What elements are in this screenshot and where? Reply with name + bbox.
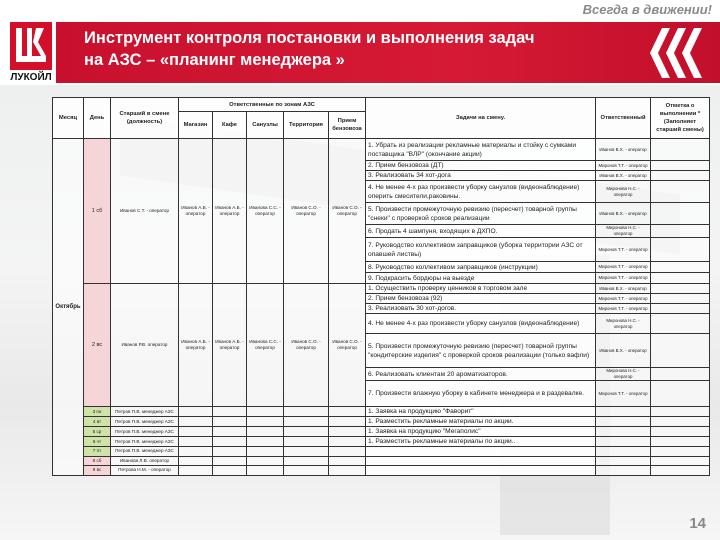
zone-cell [329,407,366,417]
chevrons-icon [648,26,706,80]
responsible-cell [596,447,651,457]
task-cell: 1. Осуществить проверку ценников в торговом зале [366,284,596,294]
zone-fuel-cell: Иванов С.О. - оператор [329,139,366,284]
day-cell: 1 сб [84,139,111,284]
mark-cell[interactable] [651,304,710,314]
responsible-cell: Иванов В.Х. - оператор [596,171,651,181]
mark-cell[interactable] [651,427,710,437]
zone-territory-cell: Иванов С.О. - оператор [284,284,329,407]
task-cell: 8. Руководство коллективом заправщиков (инструкции) [366,262,596,273]
zone-cell [247,466,284,476]
zone-cell [213,456,247,466]
table-row [53,139,710,161]
responsible-cell: Иванов В.Х. - оператор [596,139,651,161]
responsible-cell: Миронов Т.Т. - оператор [596,262,651,273]
zone-cell [247,456,284,466]
task-cell: 4. Не менее 4-х раз произвести уборку санузлов (видеонаблюдение) оперить смесители,раковины. [366,181,596,203]
day-cell: 9 вс [84,466,111,476]
page-title [84,27,534,71]
mark-cell[interactable] [651,203,710,225]
senior-cell: Иванов Р.В. оператор [111,284,179,407]
task-cell: 3. Реализовать 30 хот-догов. [366,304,596,314]
responsible-cell [596,417,651,427]
page-number: 14 [689,515,706,532]
zone-cell [179,466,213,476]
mark-cell[interactable] [651,225,710,238]
responsible-cell [596,437,651,447]
zone-cell [284,437,329,447]
zone-cell [213,407,247,417]
mark-cell[interactable] [651,273,710,284]
zone-cell [284,407,329,417]
zone-cell [329,447,366,457]
mark-cell[interactable] [651,417,710,427]
responsible-cell: Миронов Т.Т. - оператор [596,238,651,262]
zone-cell [247,407,284,417]
table-row [53,407,710,417]
table-row [53,447,710,457]
task-cell: 1. Разместить рекламные материалы по акции.. [366,437,596,447]
title-banner [56,22,720,83]
task-cell: 1. Разместить рекламные материалы по акции. [366,417,596,427]
senior-cell: Иванов С.Т. - оператор [111,139,179,284]
day-cell: 8 сб [84,456,111,466]
table-row [53,427,710,437]
responsible-cell [596,456,651,466]
task-cell: 3. Реализовать 34 хот-дога [366,171,596,181]
senior-cell: Петров П.В. менеджер АЗС [111,447,179,457]
mark-cell[interactable] [651,368,710,381]
header-toilets: Санузлы [247,112,284,139]
task-cell [366,466,596,476]
zone-cell [247,427,284,437]
mark-cell[interactable] [651,171,710,181]
responsible-cell [596,427,651,437]
responsible-cell [596,466,651,476]
planning-table [52,97,710,476]
mark-cell[interactable] [651,437,710,447]
zone-cell [179,407,213,417]
header-zones: Ответственные по зонам АЗС [179,98,366,112]
zone-cell [179,417,213,427]
zone-toilets-cell: Иванова С.С. - оператор [247,284,284,407]
header-territory: Территория [284,112,329,139]
zone-cell [179,447,213,457]
zone-cell [213,417,247,427]
senior-cell: Петров П.В. менеджер АЗС [111,437,179,447]
mark-cell[interactable] [651,447,710,457]
table-row [53,466,710,476]
senior-cell: Петров П.В. менеджер АЗС [111,427,179,437]
header-cafe: Кафе [213,112,247,139]
mark-cell[interactable] [651,262,710,273]
zone-cafe-cell: Иванов А.Б. - оператор [213,139,247,284]
responsible-cell: Миронов Т.Т. - оператор [596,381,651,407]
zone-cell [247,417,284,427]
slogan: Всегда в движении! [582,2,712,17]
day-cell: 2 вс [84,284,111,407]
task-cell [366,456,596,466]
zone-shop-cell: Иванов А.Б. - оператор [179,284,213,407]
table-row [53,437,710,447]
day-cell: 6 чт [84,437,111,447]
table-row [53,284,710,294]
zone-cell [329,417,366,427]
zone-cell [213,466,247,476]
senior-cell: Петрова Н.М. - оператор [111,466,179,476]
responsible-cell: Иванов В.Х. - оператор [596,284,651,294]
header-month: Месяц [53,98,84,139]
mark-cell[interactable] [651,161,710,171]
zone-cell [247,437,284,447]
zone-cell [329,427,366,437]
zone-cell [213,437,247,447]
responsible-cell: Миронова Н.С. - оператор [596,314,651,334]
responsible-cell: Миронова Н.С. - оператор [596,368,651,381]
mark-cell[interactable] [651,334,710,368]
responsible-cell: Миронов Т.Т. - оператор [596,294,651,304]
header-fuel: Прием бензовоза [329,112,366,139]
responsible-cell: Миронов Т.Т. - оператор [596,273,651,284]
zone-cell [284,427,329,437]
responsible-cell: Миронова Н.С. - оператор [596,225,651,238]
task-cell: 4. Не менее 4-х раз произвести уборку санузлов (видеонаблюдение) [366,314,596,334]
responsible-cell [596,407,651,417]
senior-cell: Петров П.В. менеджер АЗС [111,417,179,427]
table-row [53,417,710,427]
zone-shop-cell: Иванов А.Б. - оператор [179,139,213,284]
mark-cell[interactable] [651,407,710,417]
mark-cell[interactable] [651,456,710,466]
zone-cell [329,456,366,466]
responsible-cell: Миронов Т.Т. - оператор [596,304,651,314]
zone-cell [213,447,247,457]
mark-cell[interactable] [651,284,710,294]
day-cell: 7 пт [84,447,111,457]
mark-cell[interactable] [651,294,710,304]
task-cell [366,447,596,457]
header-senior: Старший в смене (должность) [111,98,179,139]
task-cell: 5. Произвести промежуточную ревизию (пересчет) товарной группы "кондитерские изделия" с проверкой сроков реализации (только вафли) [366,334,596,368]
mark-cell[interactable] [651,181,710,203]
senior-cell: Петров П.В. менеджер АЗС [111,407,179,417]
zone-territory-cell: Иванов С.О. - оператор [284,139,329,284]
zone-cell [213,427,247,437]
zone-toilets-cell: Иванова С.С. - оператор [247,139,284,284]
task-cell: 9. Подкрасить бордюры на выезде [366,273,596,284]
task-cell: 1. Убрать из реализации рекламные материалы и стойку с сумками поставщика "ВЛР" (окончание акции) [366,139,596,161]
title-line-1: Инструмент контроля постановки и выполнения задач [84,29,535,47]
zone-cell [329,466,366,476]
header-tasks: Задачи на смену. [366,98,596,139]
mark-cell[interactable] [651,466,710,476]
task-cell: 2. Прием бензовоза (92) [366,294,596,304]
responsible-cell: Миронова Н.С. - оператор [596,181,651,203]
task-cell: 5. Произвести промежуточную ревизию (пересчет) товарной группы "снеки" с проверкой сроков реализации [366,203,596,225]
header-mark: Отметка о выполнении *(Заполняет старший смены) [651,98,710,139]
logo-text: ЛУКОЙЛ [10,72,52,83]
responsible-cell: Миронов Т.Т. - оператор [596,161,651,171]
zone-cell [179,437,213,447]
mark-cell[interactable] [651,381,710,407]
zone-cafe-cell: Иванов А.Б. - оператор [213,284,247,407]
task-cell: 2. Прием бензовоза (ДТ) [366,161,596,171]
header-day: День [84,98,111,139]
zone-cell [284,447,329,457]
zone-cell [284,466,329,476]
month-cell: Октябрь [53,139,84,476]
responsible-cell: Иванов В.Х. - оператор [596,334,651,368]
zone-cell [284,417,329,427]
zone-cell [284,456,329,466]
task-cell: 1. Заявка на продукцию "Мегаполис" [366,427,596,437]
task-cell: 7. Руководство коллективом заправщиков (уборка территории АЗС от опавшей листвы) [366,238,596,262]
task-cell: 6. Продать 4 шампуня, входящих в ДХПО. [366,225,596,238]
zone-cell [179,456,213,466]
mark-cell[interactable] [651,139,710,161]
senior-cell: Иванова Л.В. оператор [111,456,179,466]
zone-cell [247,447,284,457]
table-row [53,456,710,466]
task-cell: 6. Реализовать клиентам 20 ароматизаторов. [366,368,596,381]
responsible-cell: Иванов В.Х. - оператор [596,203,651,225]
day-cell: 4 вт [84,417,111,427]
mark-cell[interactable] [651,238,710,262]
task-cell: 7. Произвести влажную уборку в кабинете менеджера и в раздевалке. [366,381,596,407]
title-line-2: на АЗС – «планинг менеджера » [84,51,345,69]
header-responsible: Ответственный [596,98,651,139]
task-cell: 1. Заявка на продукцию "Фаворит" [366,407,596,417]
header-shop: Магазин [179,112,213,139]
zone-fuel-cell: Иванов С.О. - оператор [329,284,366,407]
mark-cell[interactable] [651,314,710,334]
zone-cell [179,427,213,437]
day-cell: 3 пн [84,407,111,417]
zone-cell [329,437,366,447]
lukoil-logo [10,22,52,84]
day-cell: 5 ср [84,427,111,437]
